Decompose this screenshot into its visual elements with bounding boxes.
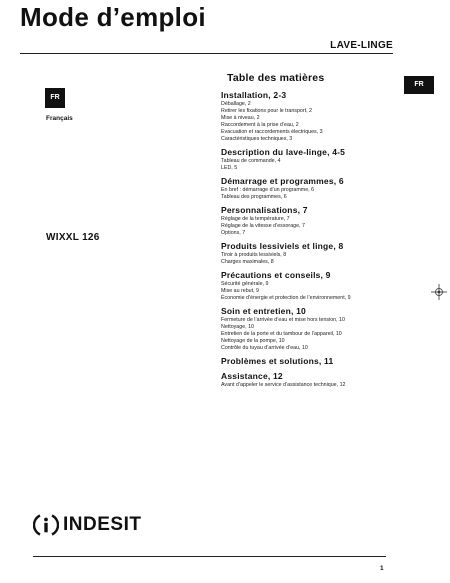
- toc-entry: Avant d’appeler le service d’assistance technique, 12: [221, 382, 346, 388]
- brand-logo: [33, 512, 141, 538]
- toc-section: [221, 205, 406, 237]
- toc-entry: Sécurité générale, 9: [221, 281, 269, 287]
- language-label: Français: [46, 115, 73, 122]
- toc-entry: Nettoyage de la pompe, 10: [221, 338, 285, 344]
- toc-entry: LED, 5: [221, 165, 238, 171]
- toc-entry: Mise au rebut, 9: [221, 288, 259, 294]
- toc-entry: Contrôle du tuyau d’arrivée d’eau, 10: [221, 345, 308, 351]
- registration-mark-icon: [431, 284, 447, 300]
- toc-section-heading: Personnalisations, 7: [221, 205, 308, 215]
- toc-entry: Déballage, 2: [221, 101, 251, 107]
- toc-section-heading: Problèmes et solutions, 11: [221, 356, 334, 366]
- brand-name: INDESIT: [63, 514, 142, 535]
- toc-section: [221, 270, 406, 302]
- toc-section-heading: Soin et entretien, 10: [221, 306, 306, 316]
- toc-section-heading: Description du lave-linge, 4-5: [221, 147, 346, 157]
- toc-entry: Nettoyage, 10: [221, 324, 254, 330]
- toc-section: [221, 90, 406, 143]
- product-type: LAVE-LINGE: [330, 40, 393, 51]
- toc-entry: Options, 7: [221, 230, 246, 236]
- toc-entry: Charges maximales, 8: [221, 259, 274, 265]
- header-divider: [20, 53, 393, 54]
- toc-section: [221, 147, 406, 172]
- toc-entry: Tableau des programmes, 6: [221, 194, 287, 200]
- toc-entry: Tiroir à produits lessiviels, 8: [221, 252, 287, 258]
- toc-section-heading: Produits lessiviels et linge, 8: [221, 241, 344, 251]
- toc-section: [221, 176, 406, 201]
- toc-entry: Caractéristiques techniques, 3: [221, 136, 293, 142]
- toc-entry: Réglage de la température, 7: [221, 216, 290, 222]
- toc-title: Table des matières: [227, 72, 325, 84]
- toc-entry: Mise à niveau, 2: [221, 115, 260, 121]
- toc-section-heading: Installation, 2-3: [221, 90, 287, 100]
- toc-section-heading: Assistance, 12: [221, 371, 283, 381]
- toc-entry: Raccordement à la prise d’eau, 2: [221, 122, 299, 128]
- footer-divider: [33, 556, 386, 557]
- toc-section: [221, 371, 406, 389]
- toc-section-heading: Précautions et conseils, 9: [221, 270, 331, 280]
- toc-section: [221, 306, 406, 352]
- language-badge: FR: [45, 88, 65, 108]
- toc-entry: Réglage de la vitesse d’essorage, 7: [221, 223, 305, 229]
- toc-entry: Entretien de la porte et du tambour de l’appareil, 10: [221, 331, 342, 337]
- document-title: Mode d’emploi: [20, 2, 206, 32]
- toc-entry: Retirer les fixations pour le transport, 2: [221, 108, 312, 114]
- page-number: 1: [380, 565, 384, 572]
- toc-section: [221, 356, 406, 367]
- toc-section: [221, 241, 406, 266]
- toc-section-heading: Démarrage et programmes, 6: [221, 176, 344, 186]
- toc-sections: [221, 90, 406, 389]
- toc-entry: Tableau de commande, 4: [221, 158, 281, 164]
- toc-entry: Économie d’énergie et protection de l’environnement, 9: [221, 295, 351, 301]
- indesit-logo-icon: [33, 512, 59, 538]
- language-tab: FR: [404, 76, 434, 94]
- toc-entry: En bref : démarrage d’un programme, 6: [221, 187, 315, 193]
- toc-entry: Fermeture de l’arrivée d’eau et mise hors tension, 10: [221, 317, 345, 323]
- table-of-contents: [221, 72, 406, 393]
- model-number: WIXXL 126: [46, 232, 100, 243]
- toc-entry: Evacuation et raccordements électriques, 3: [221, 129, 323, 135]
